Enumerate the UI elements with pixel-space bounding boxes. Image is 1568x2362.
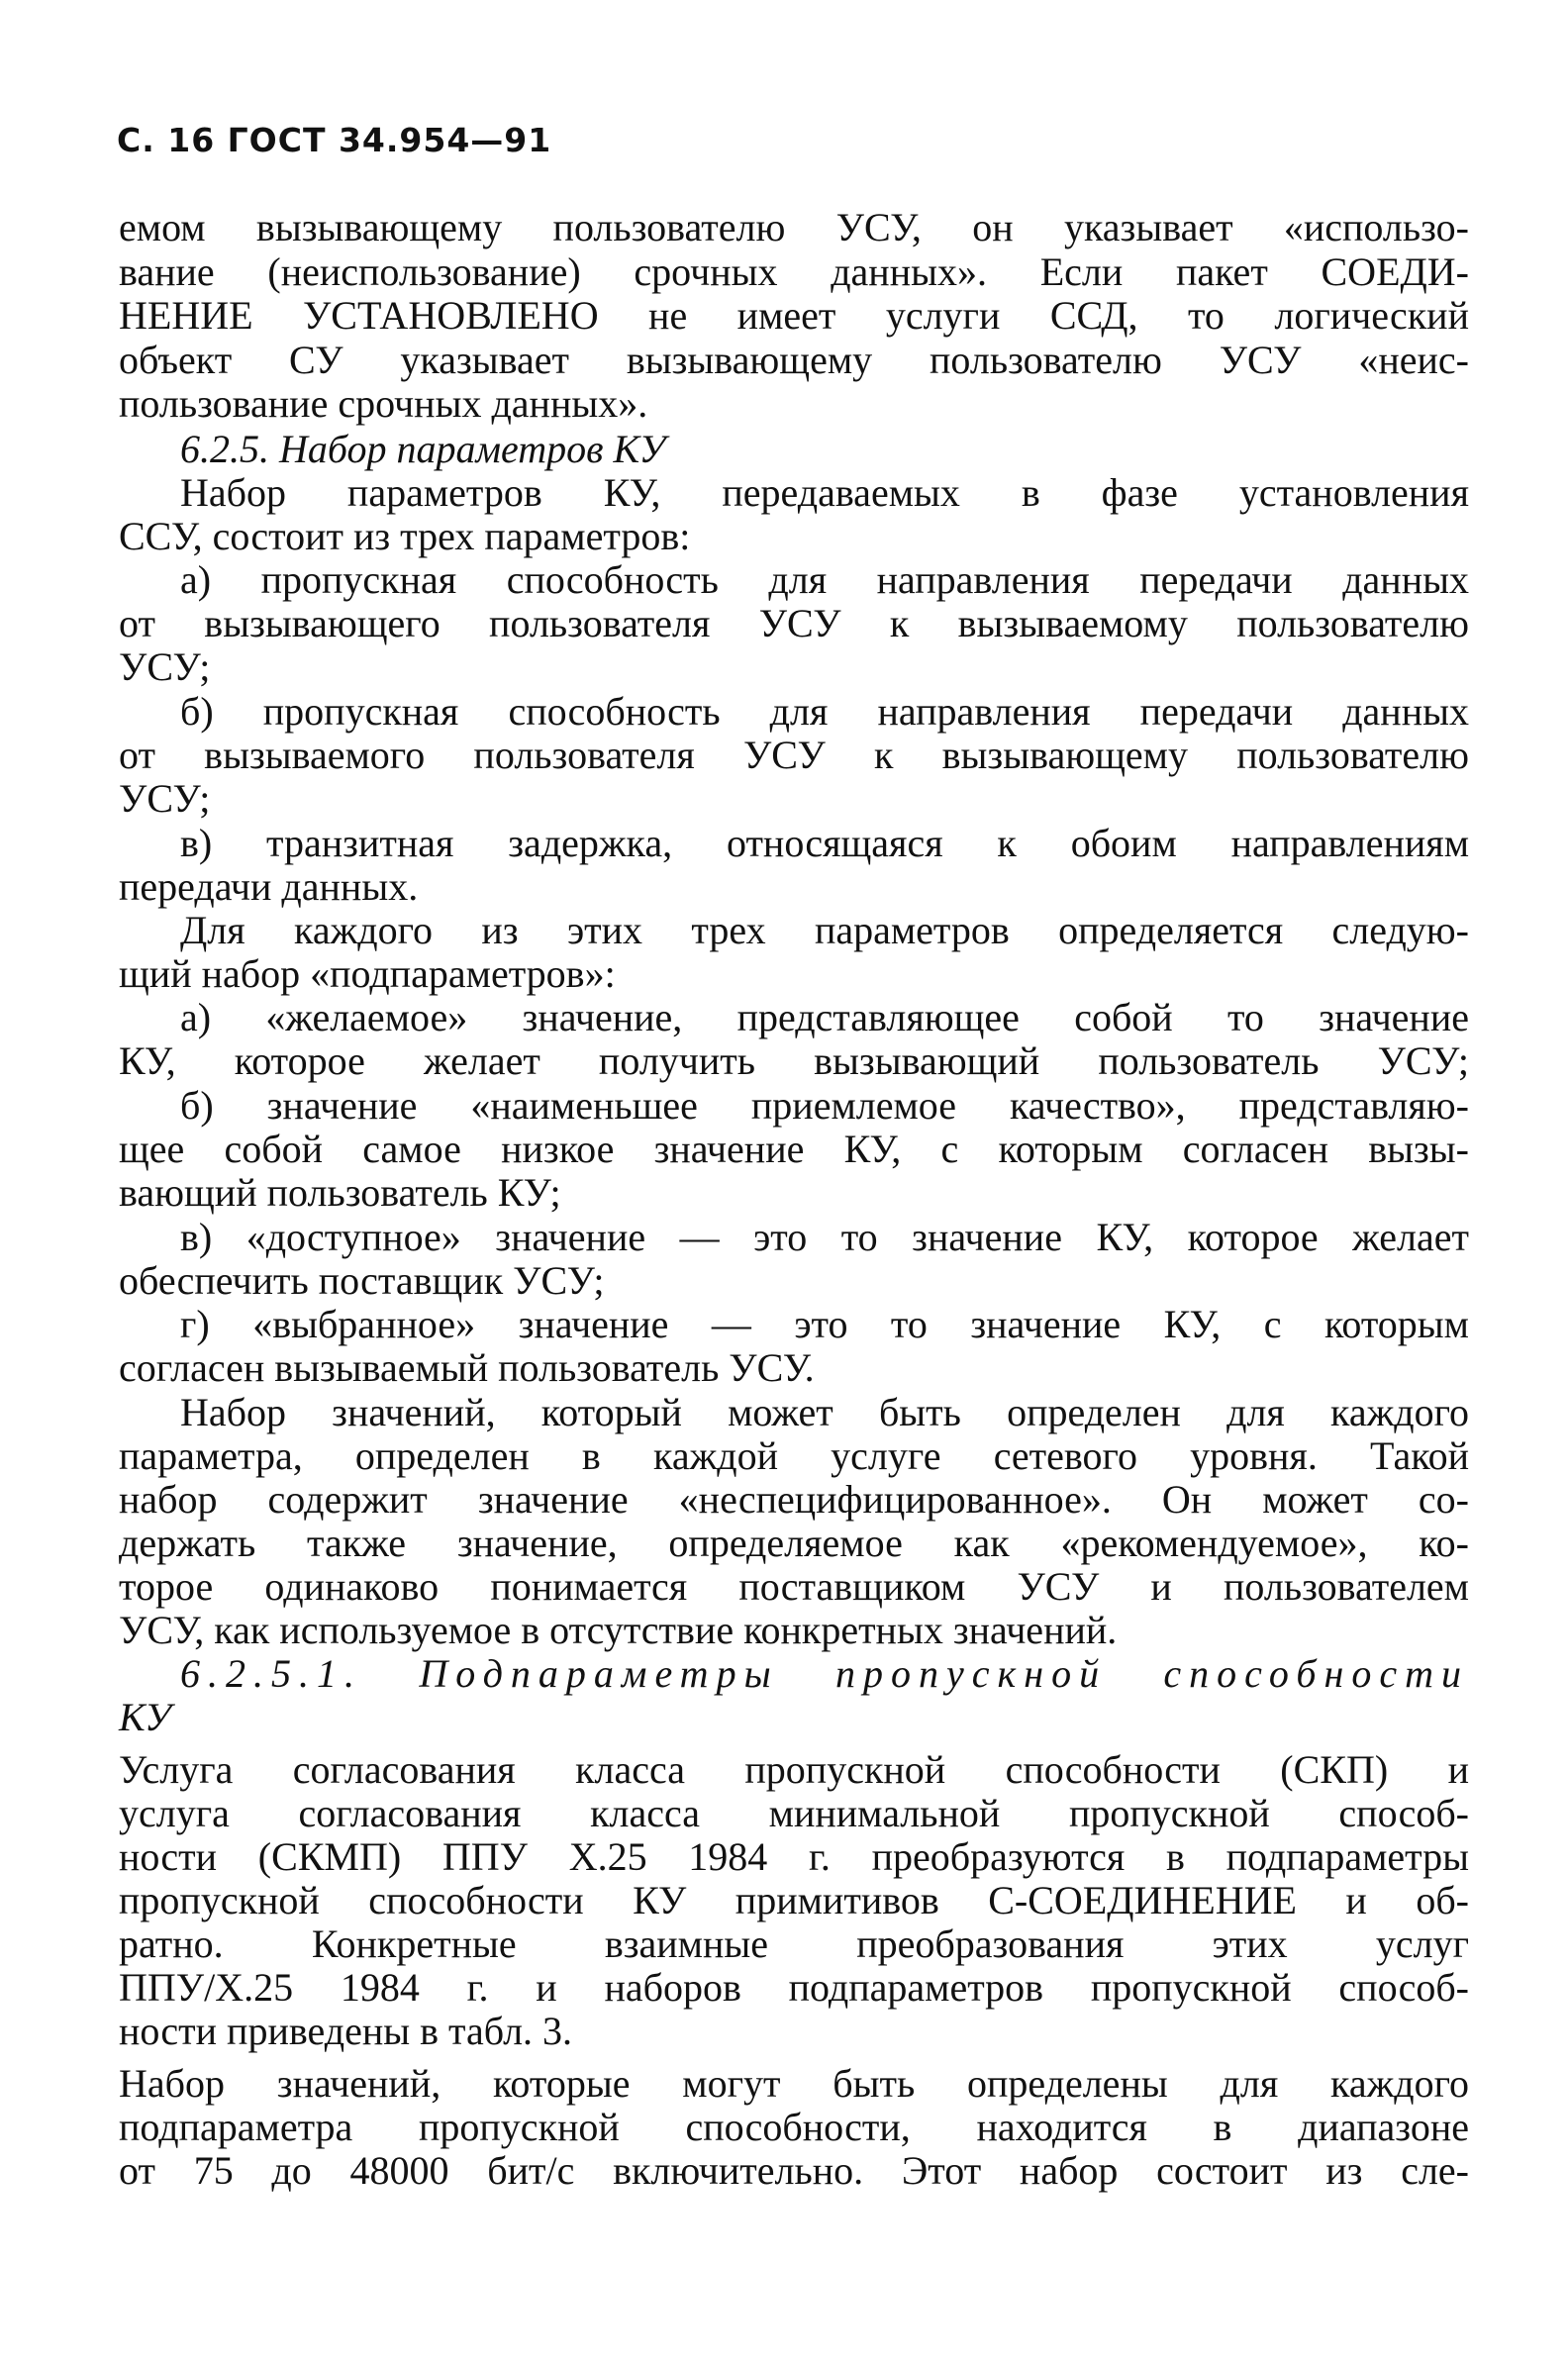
text-line: щее собой самое низкое значение КУ, с которым согласен вызы- [119, 1127, 1469, 1171]
text-line: набор содержит значение «неспецифицированное». Он может со- [119, 1477, 1469, 1522]
text-line: передачи данных. [119, 864, 419, 909]
text-line: ности (СКМП) ППУ Х.25 1984 г. преобразуются в подпараметры [119, 1834, 1469, 1879]
text-line: параметра, определен в каждой услуге сетевого уровня. Такой [119, 1433, 1469, 1478]
text-line: в) транзитная задержка, относящаяся к обоим направлениям [180, 821, 1469, 865]
text-line: КУ [119, 1695, 171, 1739]
text-line: обеспечить поставщик УСУ; [119, 1258, 605, 1303]
text-line: подпараметра пропускной способности, находится в диапазоне [119, 2105, 1469, 2149]
text-line: объект СУ указывает вызывающему пользователю УСУ «неис- [119, 338, 1469, 382]
text-line: а) пропускная способность для направления передачи данных [180, 557, 1469, 602]
text-line: Набор значений, которые могут быть определены для каждого [119, 2061, 1469, 2106]
text-line: б) значение «наименьшее приемлемое качество», представляю- [180, 1083, 1469, 1128]
text-line: пользование срочных данных». [119, 381, 648, 426]
text-line: Услуга согласования класса пропускной способности (СКП) и [119, 1747, 1469, 1792]
text-line: торое одинаково понимается поставщиком УСУ и пользователем [119, 1564, 1469, 1609]
text-line: согласен вызываемый пользователь УСУ. [119, 1345, 815, 1390]
text-line: а) «желаемое» значение, представляющее собой то значение [180, 995, 1469, 1039]
text-line: Для каждого из этих трех параметров определяется следую- [180, 908, 1469, 952]
section-heading-line: 6.2.5.1. Подпараметры пропускной способности [180, 1651, 1469, 1696]
text-line: в) «доступное» значение — это то значение КУ, которое желает [180, 1215, 1469, 1259]
text-line: щий набор «подпараметров»: [119, 951, 616, 996]
text-line: Набор параметров КУ, передаваемых в фазе установления [180, 470, 1469, 515]
text-line: ратно. Конкретные взаимные преобразования этих услуг [119, 1921, 1469, 1966]
text-line: вание (неиспользование) срочных данных». Если пакет СОЕДИ- [119, 249, 1469, 294]
running-head: С. 16 ГОСТ 34.954—91 [117, 121, 552, 159]
text-line: держать также значение, определяемое как «рекомендуемое», ко- [119, 1521, 1469, 1565]
text-line: вающий пользователь КУ; [119, 1170, 561, 1215]
text-line: НЕНИЕ УСТАНОВЛЕНО не имеет услуги ССД, то логический [119, 293, 1469, 338]
text-line: г) «выбранное» значение — это то значение КУ, с которым [180, 1302, 1469, 1346]
text-line: ности приведены в табл. 3. [119, 2009, 573, 2053]
text-line: УСУ; [119, 776, 211, 821]
text-line: КУ, которое желает получить вызывающий пользователь УСУ; [119, 1038, 1469, 1083]
text-line: б) пропускная способность для направления передачи данных [180, 689, 1469, 734]
text-line: от вызывающего пользователя УСУ к вызываемому пользователю [119, 601, 1469, 645]
text-line: Набор значений, который может быть определен для каждого [180, 1390, 1469, 1434]
text-line: ППУ/Х.25 1984 г. и наборов подпараметров пропускной способ- [119, 1965, 1469, 2010]
section-heading-line: 6.2.5. Набор параметров КУ [180, 427, 666, 471]
text-line: пропускной способности КУ примитивов С-СОЕДИНЕНИЕ и об- [119, 1878, 1469, 1922]
text-line: от вызываемого пользователя УСУ к вызывающему пользователю [119, 733, 1469, 777]
text-line: от 75 до 48000 бит/с включительно. Этот набор состоит из сле- [119, 2148, 1469, 2193]
text-line: ССУ, состоит из трех параметров: [119, 514, 691, 558]
text-line: емом вызывающему пользователю УСУ, он указывает «использо- [119, 205, 1469, 249]
text-line: УСУ; [119, 644, 211, 689]
text-line: УСУ, как используемое в отсутствие конкретных значений. [119, 1608, 1118, 1652]
text-line: услуга согласования класса минимальной пропускной способ- [119, 1791, 1469, 1835]
